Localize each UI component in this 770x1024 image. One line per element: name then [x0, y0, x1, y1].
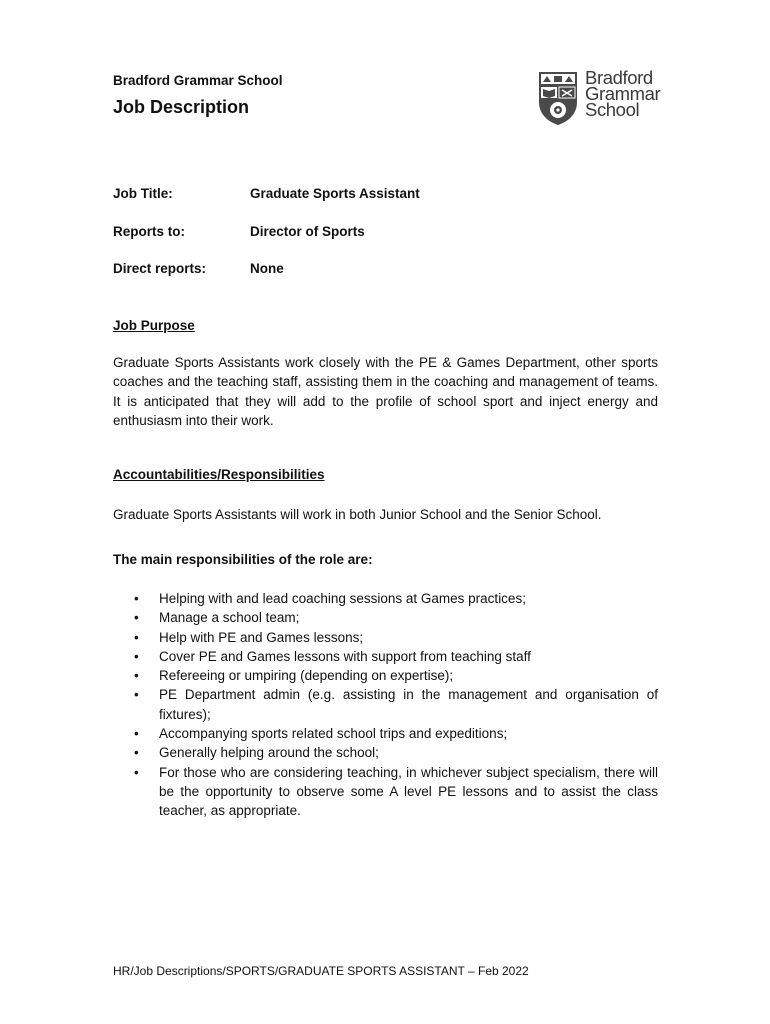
job-purpose-heading: Job Purpose: [113, 318, 195, 333]
meta-value: None: [250, 261, 284, 276]
list-item-text: Accompanying sports related school trips and expeditions;: [159, 726, 508, 742]
page-title: Job Description: [113, 97, 250, 117]
logo-line-3: School: [585, 99, 640, 120]
meta-label: Job Title:: [113, 186, 173, 201]
school-crest-icon: [537, 70, 579, 126]
list-item: [113, 628, 658, 647]
responsibilities-list: [113, 589, 658, 821]
bullet-icon: •: [134, 726, 139, 742]
job-purpose-text: Graduate Sports Assistants work closely with the PE & Games Department, other sports coaches and the teaching staff, assisting them in the coaching and management of teams. It is anticipated that they will add to the profile of school sport and inject energy and enthusiasm into their work.: [113, 355, 658, 428]
bullet-icon: •: [134, 591, 139, 606]
list-item: [113, 763, 658, 821]
meta-value: Graduate Sports Assistant: [250, 186, 420, 201]
bullet-icon: •: [134, 687, 139, 703]
bullet-icon: •: [134, 764, 139, 780]
list-item: [113, 666, 658, 685]
bullet-icon: •: [134, 648, 139, 664]
list-item: [113, 647, 658, 666]
list-item-text: For those who are considering teaching, in whichever subject specialism, there will be the opportunity to observe some A level PE lessons and to assist the class teacher, as appropriate.: [159, 764, 658, 819]
list-item: [113, 743, 658, 762]
bullet-icon: •: [134, 610, 139, 626]
school-logo: [537, 67, 667, 128]
list-item: [113, 589, 658, 608]
logo-line-2: Grammar: [585, 83, 661, 104]
logo-line-1: Bradford: [585, 67, 653, 88]
bullet-icon: •: [134, 629, 139, 645]
list-item: [113, 685, 658, 724]
meta-label: Direct reports:: [113, 261, 207, 276]
bullet-icon: •: [134, 668, 139, 684]
footer-reference: HR/Job Descriptions/SPORTS/GRADUATE SPORTS ASSISTANT – Feb 2022: [113, 964, 529, 978]
meta-value: Director of Sports: [250, 224, 365, 239]
responsibilities-heading: The main responsibilities of the role are:: [113, 552, 373, 567]
list-item: [113, 724, 658, 743]
list-item-text: Cover PE and Games lessons with support from teaching staff: [159, 648, 531, 664]
list-item-text: Helping with and lead coaching sessions at Games practices;: [159, 591, 526, 606]
accountabilities-intro: Graduate Sports Assistants will work in both Junior School and the Senior School.: [113, 507, 602, 522]
list-item: [113, 608, 658, 627]
list-item-text: Manage a school team;: [159, 610, 300, 626]
school-name: Bradford Grammar School: [113, 73, 283, 88]
list-item-text: Help with PE and Games lessons;: [159, 629, 364, 645]
list-item-text: Refereeing or umpiring (depending on expertise);: [159, 668, 454, 684]
meta-label: Reports to:: [113, 224, 185, 239]
accountabilities-heading: Accountabilities/Responsibilities: [113, 467, 325, 482]
list-item-text: Generally helping around the school;: [159, 745, 379, 761]
logo-wordmark: [585, 67, 661, 120]
bullet-icon: •: [134, 745, 139, 761]
list-item-text: PE Department admin (e.g. assisting in the management and organisation of fixtures);: [159, 687, 658, 722]
